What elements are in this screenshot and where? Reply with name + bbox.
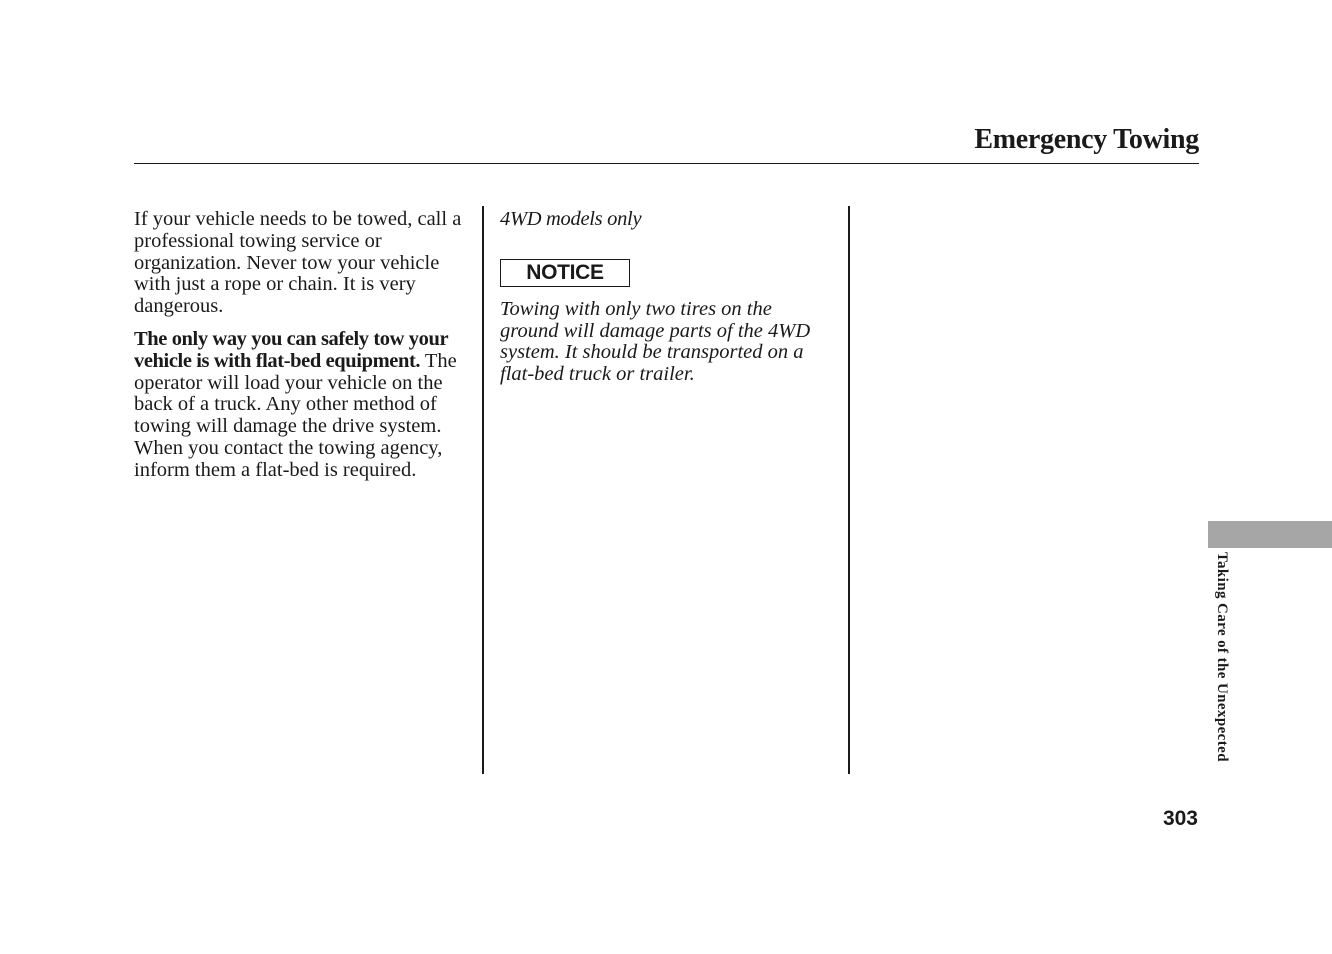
notice-text: Towing with only two tires on the ground will damage parts of the 4WD system. It should be transported on a flat-bed truck or trailer. — [500, 297, 811, 386]
flatbed-paragraph — [134, 329, 474, 482]
left-column — [134, 209, 474, 493]
section-tab — [1208, 521, 1332, 548]
models-note: 4WD models only — [500, 208, 642, 230]
title-divider — [134, 163, 1199, 164]
page-number: 303 — [1162, 807, 1198, 830]
flatbed-body: The operator will load your vehicle on the back of a truck. Any other method of towing will damage the drive system. When you contact the towing agency, inform them a flat-bed is required. — [134, 349, 457, 481]
intro-paragraph: If your vehicle needs to be towed, call a professional towing service or organization. Never tow your vehicle with just a rope or chain. It is very dangerous. — [134, 208, 462, 318]
column-divider-right — [848, 206, 850, 774]
notice-label: NOTICE — [500, 259, 630, 287]
middle-column — [500, 209, 835, 386]
column-divider-left — [482, 206, 484, 774]
page-title: Emergency Towing — [974, 124, 1199, 155]
section-tab-label: Taking Care of the Unexpected — [1214, 552, 1230, 762]
flatbed-emphasis: The only way you can safely tow your vehicle is with flat-bed equipment. — [134, 327, 448, 372]
